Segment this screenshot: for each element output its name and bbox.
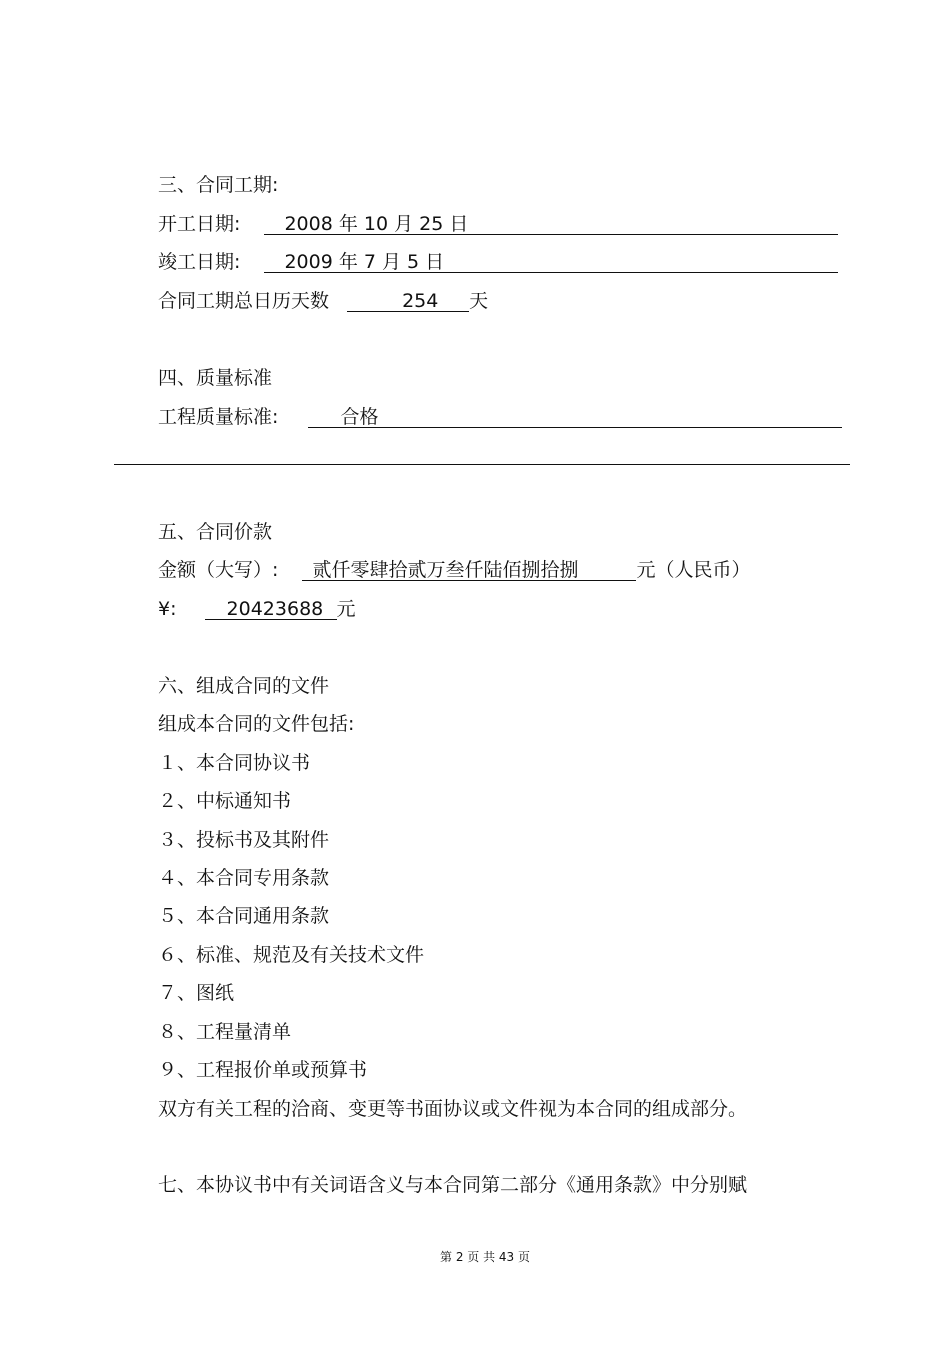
end-date-row <box>158 250 838 274</box>
list-item: ５、本合同通用条款 <box>158 905 330 927</box>
amount-words-value: 贰仟零肆拾贰万叁仟陆佰捌拾捌 <box>312 559 579 581</box>
end-date-value: 2009 年 7 月 5 日 <box>284 251 445 273</box>
amount-words-row <box>158 558 750 582</box>
list-item: ８、工程量清单 <box>158 1021 292 1043</box>
start-date-value: 2008 年 10 月 25 日 <box>284 213 469 235</box>
amount-number-unit: 元 <box>336 598 356 620</box>
list-item: ４、本合同专用条款 <box>158 867 330 889</box>
section5-heading: 五、合同价款 <box>158 521 273 543</box>
end-date-label: 竣工日期: <box>158 251 241 273</box>
amount-words-unit: 元（人民币） <box>636 559 751 581</box>
start-date-label: 开工日期: <box>158 213 241 235</box>
total-days-field <box>347 289 469 312</box>
quality-label: 工程质量标准: <box>158 406 279 428</box>
section4-heading: 四、质量标准 <box>158 367 273 389</box>
amount-number-field <box>205 597 337 620</box>
amount-number-row <box>158 597 356 621</box>
start-date-field <box>264 212 838 235</box>
list-item: ９、工程报价单或预算书 <box>158 1059 368 1081</box>
list-item: ２、中标通知书 <box>158 790 292 812</box>
quality-row <box>158 405 842 429</box>
list-item: ６、标准、规范及有关技术文件 <box>158 944 425 966</box>
list-item: ３、投标书及其附件 <box>158 829 330 851</box>
amount-number-value: 20423688 <box>226 598 324 620</box>
total-days-label: 合同工期总日历天数 <box>158 290 330 312</box>
section7-heading: 七、本协议书中有关词语含义与本合同第二部分《通用条款》中分别赋 <box>158 1174 748 1196</box>
quality-field <box>308 405 842 428</box>
amount-words-field <box>302 558 636 581</box>
list-item: １、本合同协议书 <box>158 752 311 774</box>
section6-heading: 六、组成合同的文件 <box>158 675 330 697</box>
total-days-unit: 天 <box>469 290 489 312</box>
start-date-row <box>158 212 838 236</box>
horizontal-divider <box>114 464 850 465</box>
total-days-row <box>158 289 488 313</box>
section6-intro: 组成本合同的文件包括: <box>158 713 355 735</box>
quality-value: 合格 <box>340 406 379 428</box>
total-days-value: 254 <box>402 290 439 312</box>
section6-closing: 双方有关工程的洽商、变更等书面协议或文件视为本合同的组成部分。 <box>158 1098 748 1120</box>
end-date-field <box>264 250 838 273</box>
list-item: ７、图纸 <box>158 982 235 1004</box>
amount-words-label: 金额（大写）: <box>158 559 279 581</box>
page-number-footer: 第 2 页 共 43 页 <box>440 1250 530 1264</box>
section3-heading: 三、合同工期: <box>158 174 279 196</box>
amount-number-label: ¥: <box>158 598 177 620</box>
